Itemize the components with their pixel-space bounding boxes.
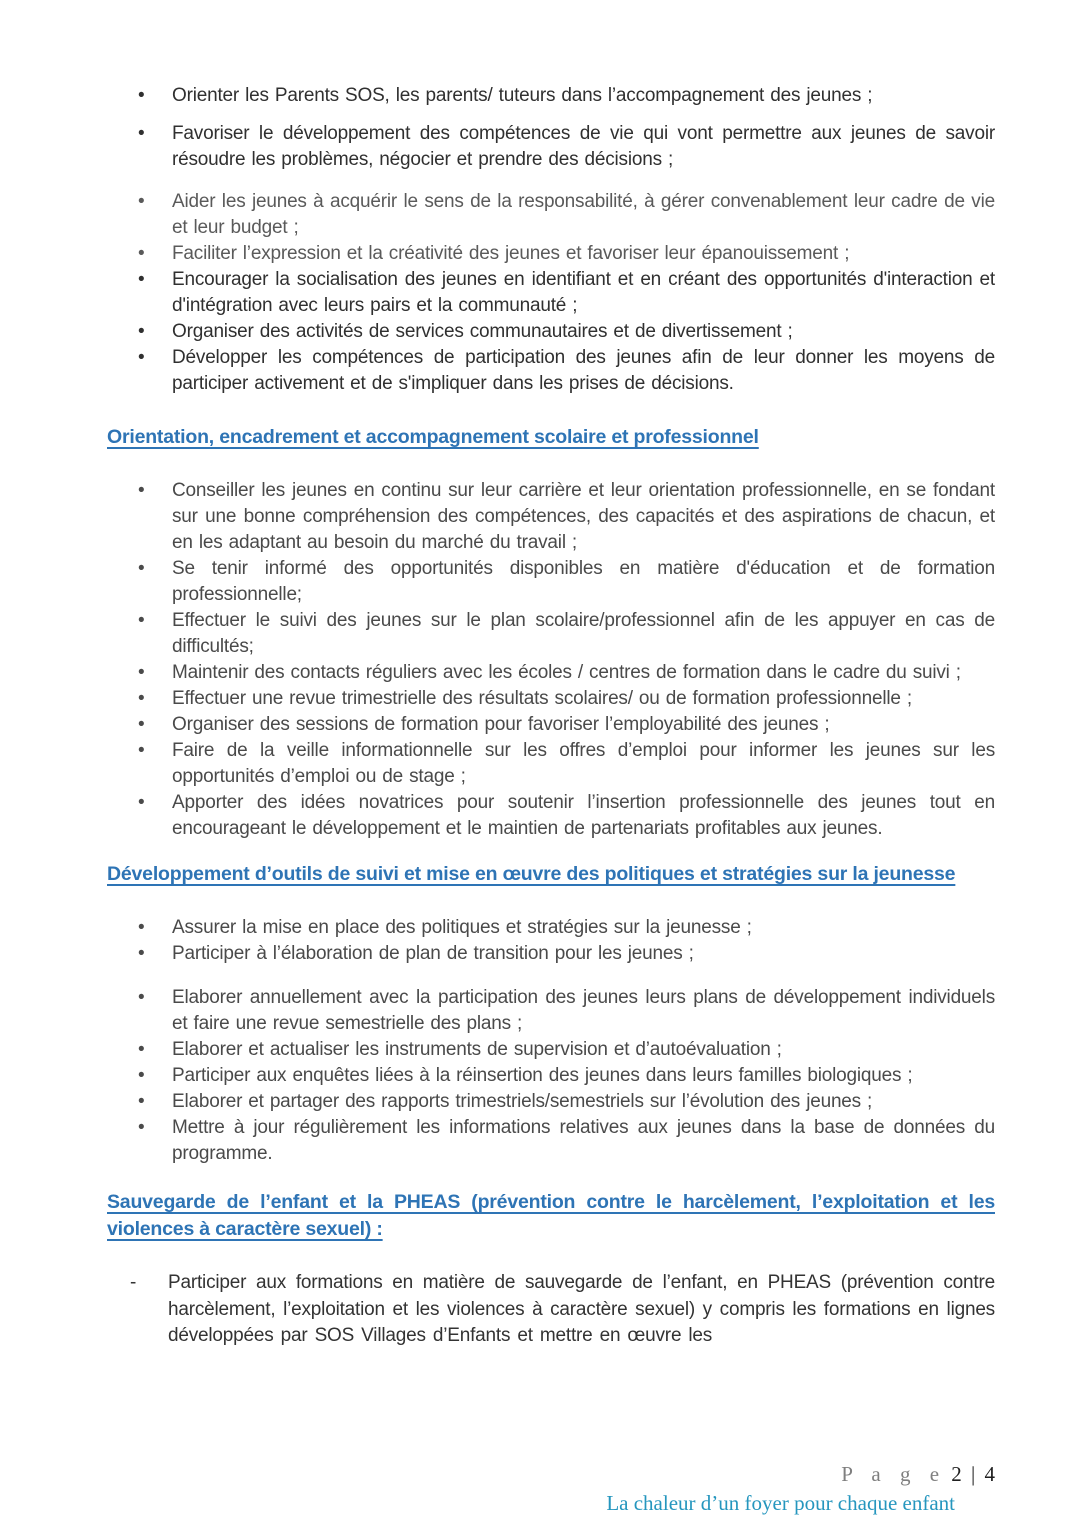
list-item: • Orienter les Parents SOS, les parents/ tuteurs dans l’accompagnement des jeunes ; — [107, 83, 995, 109]
footer-tagline: La chaleur d’un foyer pour chaque enfant — [606, 1491, 955, 1515]
page-label: P a g e — [841, 1462, 947, 1486]
list-item: • Effectuer le suivi des jeunes sur le plan scolaire/professionnel afin de les appuyer en cas de difficultés; — [107, 608, 995, 660]
list-item: • Participer à l’élaboration de plan de transition pour les jeunes ; — [107, 941, 995, 967]
list-item: • Elaborer et partager des rapports trimestriels/semestriels sur l’évolution des jeunes ; — [107, 1089, 995, 1115]
dash-list-sauvegarde — [107, 1270, 995, 1350]
list-item: • Assurer la mise en place des politiques et stratégies sur la jeunesse ; — [107, 915, 995, 941]
list-item: • Encourager la socialisation des jeunes en identifiant et en créant des opportunités d'interaction et d'intégration avec leurs pairs et la communauté ; — [107, 267, 995, 319]
page-number: 2 | 4 — [951, 1462, 997, 1486]
list-item: • Se tenir informé des opportunités disponibles en matière d'éducation et de formation professionnelle; — [107, 556, 995, 608]
list-item: - Participer aux formations en matière de sauvegarde de l’enfant, en PHEAS (prévention contre harcèlement, l’exploitation et les violences à caractère sexuel) y compris les formations en lignes développées par SOS Villages d’Enfants et mettre en œuvre les — [107, 1270, 995, 1350]
section-heading-orientation: Orientation, encadrement et accompagnement scolaire et professionnel — [107, 426, 759, 448]
list-item: • Conseiller les jeunes en continu sur leur carrière et leur orientation professionnelle, en se fondant sur une bonne compréhension des compétences, des capacités et des aspirations de chacun, et en les adaptant au besoin du marché du travail ; — [107, 478, 995, 556]
list-item: • Aider les jeunes à acquérir le sens de la responsabilité, à gérer convenablement leur cadre de vie et leur budget ; — [107, 189, 995, 241]
section-heading-outils-suivi: Développement d’outils de suivi et mise en œuvre des politiques et stratégies sur la jeunesse — [107, 863, 956, 885]
list-item: • Organiser des sessions de formation pour favoriser l’employabilité des jeunes ; — [107, 712, 995, 738]
list-item: • Organiser des activités de services communautaires et de divertissement ; — [107, 319, 995, 345]
list-item: • Effectuer une revue trimestrielle des résultats scolaires/ ou de formation professionnelle ; — [107, 686, 995, 712]
list-item: • Participer aux enquêtes liées à la réinsertion des jeunes dans leurs familles biologiques ; — [107, 1063, 995, 1089]
list-item: • Favoriser le développement des compétences de vie qui vont permettre aux jeunes de savoir résoudre les problèmes, négocier et prendre des décisions ; — [107, 121, 995, 173]
section-heading-sauvegarde-pheas: Sauvegarde de l’enfant et la PHEAS (prévention contre le harcèlement, l’exploitation et les violences à caractère sexuel) : — [107, 1191, 995, 1240]
list-item: • Développer les compétences de participation des jeunes afin de leur donner les moyens de participer activement et de s'impliquer dans les prises de décisions. — [107, 345, 995, 397]
list-item: • Apporter des idées novatrices pour soutenir l’insertion professionnelle des jeunes tout en encourageant le développement et le maintien de partenariats profitables aux jeunes. — [107, 790, 995, 842]
bullet-list-outils-suivi — [107, 915, 995, 1167]
list-item: • Elaborer annuellement avec la participation des jeunes leurs plans de développement individuels et faire une revue semestrielle des plans ; — [107, 985, 995, 1037]
list-item: • Elaborer et actualiser les instruments de supervision et d’autoévaluation ; — [107, 1037, 995, 1063]
bullet-list-accompagnement — [107, 83, 995, 397]
footer-page-indicator — [841, 1462, 997, 1487]
list-item: • Faire de la veille informationnelle sur les offres d’emploi pour informer les jeunes sur les opportunités d’emploi ou de stage ; — [107, 738, 995, 790]
list-item: • Maintenir des contacts réguliers avec les écoles / centres de formation dans le cadre du suivi ; — [107, 660, 995, 686]
list-item: • Faciliter l’expression et la créativité des jeunes et favoriser leur épanouissement ; — [107, 241, 995, 267]
bullet-list-orientation — [107, 478, 995, 842]
list-item: • Mettre à jour régulièrement les informations relatives aux jeunes dans la base de données du programme. — [107, 1115, 995, 1167]
